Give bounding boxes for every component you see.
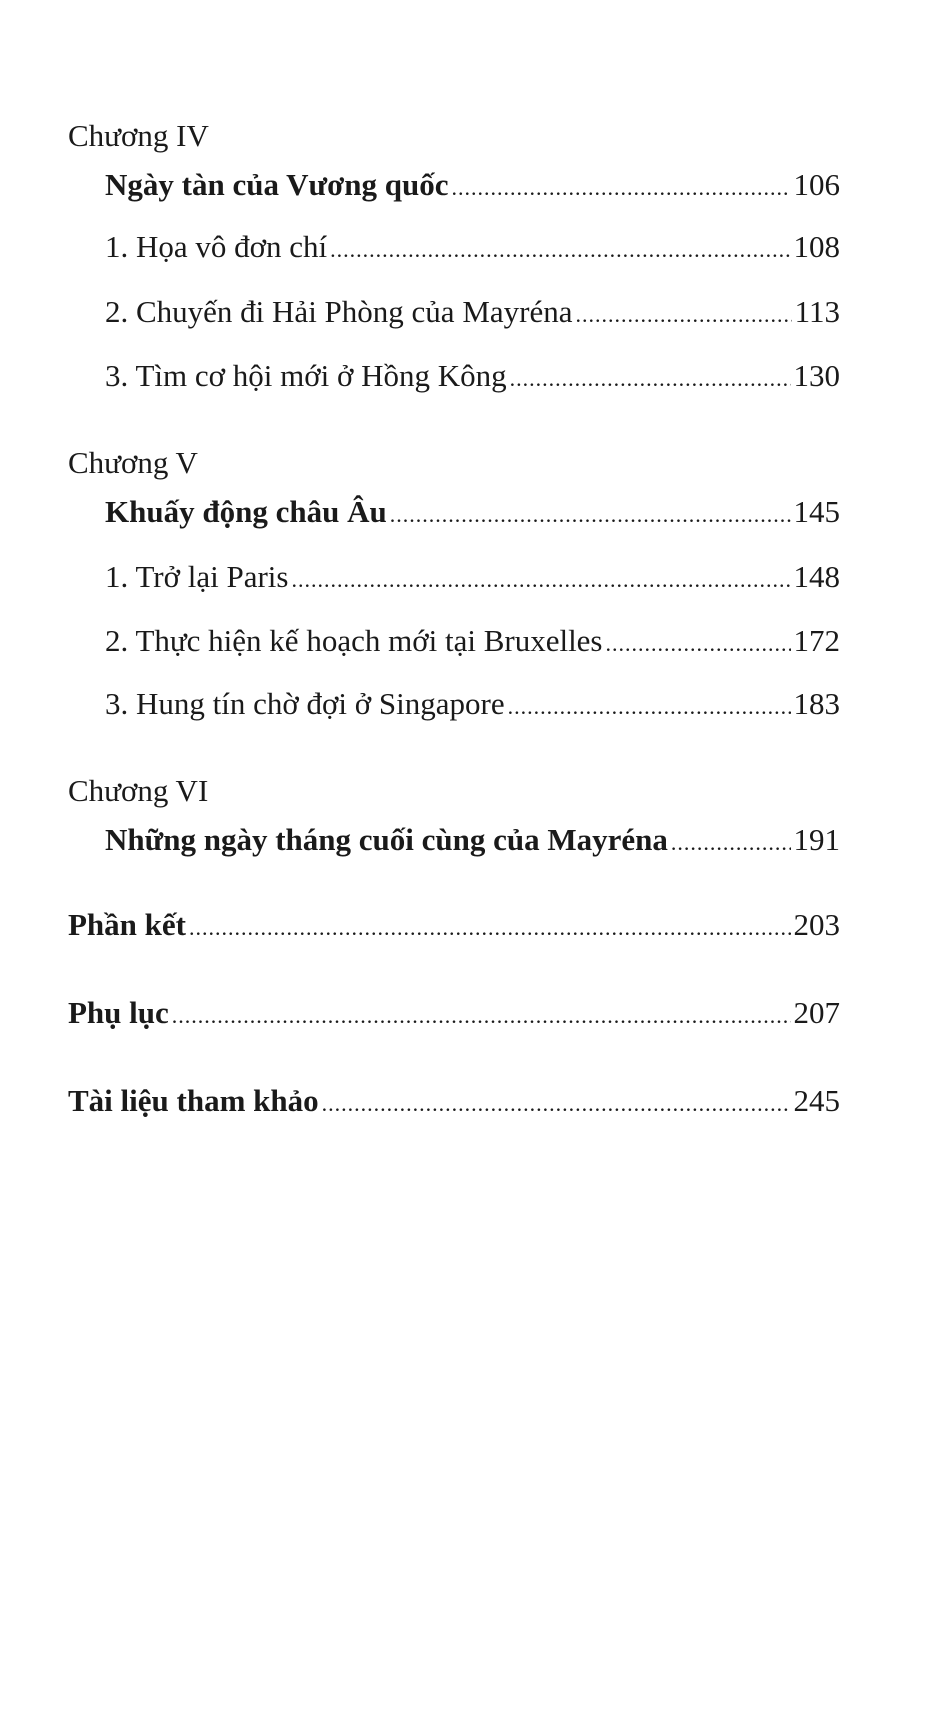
entry-title: Phần kết — [68, 907, 186, 942]
dot-leader — [671, 825, 791, 861]
toc-entry[interactable] — [105, 623, 840, 662]
entry-page: 172 — [793, 623, 840, 658]
toc-entry[interactable] — [68, 1083, 840, 1122]
toc-entry[interactable] — [68, 995, 840, 1034]
entry-page: 183 — [793, 686, 840, 721]
toc-entry[interactable] — [105, 686, 840, 725]
entry-page: 203 — [793, 907, 840, 942]
chapter-label: Chương VI — [68, 773, 209, 808]
entry-title: 2. Thực hiện kế hoạch mới tại Bruxelles — [105, 623, 603, 658]
toc-entry[interactable] — [105, 358, 840, 397]
dot-leader — [330, 232, 790, 268]
toc-entry[interactable] — [105, 494, 840, 533]
dot-leader — [510, 361, 791, 397]
entry-title: 3. Tìm cơ hội mới ở Hồng Kông — [105, 358, 507, 393]
dot-leader — [189, 910, 791, 946]
dot-leader — [575, 297, 791, 333]
entry-page: 191 — [793, 822, 840, 857]
entry-title: 1. Trở lại Paris — [105, 559, 289, 594]
entry-title: Phụ lục — [68, 995, 169, 1030]
entry-page: 130 — [793, 358, 840, 393]
toc-entry[interactable] — [105, 559, 840, 598]
entry-page: 108 — [793, 229, 840, 264]
entry-page: 113 — [794, 294, 840, 329]
dot-leader — [452, 170, 791, 206]
entry-title: 1. Họa vô đơn chí — [105, 229, 328, 264]
entry-page: 145 — [793, 494, 840, 529]
entry-title: 2. Chuyến đi Hải Phòng của Mayréna — [105, 294, 573, 329]
entry-title: Tài liệu tham khảo — [68, 1083, 319, 1118]
entry-page: 207 — [793, 995, 840, 1030]
dot-leader — [322, 1086, 791, 1122]
dot-leader — [390, 497, 791, 533]
toc-entry[interactable] — [105, 294, 840, 333]
entry-page: 245 — [793, 1083, 840, 1118]
entry-title: Ngày tàn của Vương quốc — [105, 167, 449, 202]
entry-title: Khuấy động châu Âu — [105, 494, 387, 529]
toc-entry[interactable] — [105, 229, 840, 268]
entry-title: Những ngày tháng cuối cùng của Mayréna — [105, 822, 668, 857]
chapter-label: Chương V — [68, 445, 198, 480]
dot-leader — [292, 562, 791, 598]
entry-page: 148 — [793, 559, 840, 594]
dot-leader — [508, 689, 791, 725]
toc-entry[interactable] — [105, 822, 840, 861]
entry-title: 3. Hung tín chờ đợi ở Singapore — [105, 686, 505, 721]
dot-leader — [172, 998, 791, 1034]
toc-entry[interactable] — [105, 167, 840, 206]
dot-leader — [606, 626, 791, 662]
toc-entry[interactable] — [68, 907, 840, 946]
chapter-label: Chương IV — [68, 118, 209, 153]
entry-page: 106 — [793, 167, 840, 202]
